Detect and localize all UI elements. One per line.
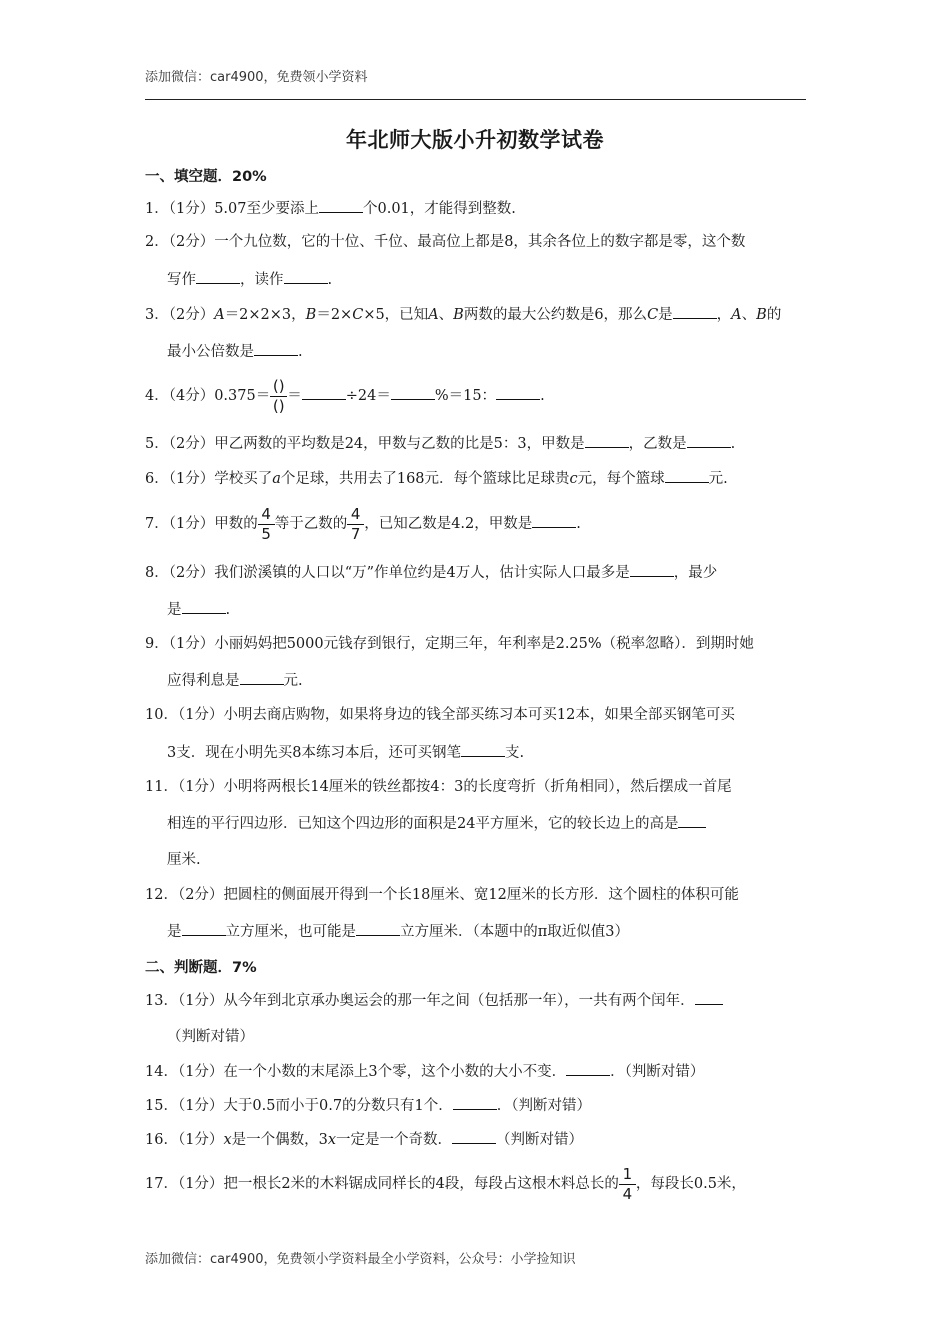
question-13-line-2: （判断对错） — [167, 1029, 254, 1045]
answer-blank — [695, 990, 723, 1005]
question-12-line-2: 是 立方厘米，也可能是 立方厘米．（本题中的π取近似值3） — [167, 921, 629, 942]
question-8: 8．（2分）我们淤溪镇的人口以“万”作单位约是4万人，估计实际人口最多是 ，最少 — [145, 562, 717, 583]
question-13: 13．（1分）从今年到北京承办奥运会的那一年之间（包括那一年），一共有两个闰年． — [145, 990, 723, 1011]
answer-blank — [461, 742, 505, 757]
answer-blank — [356, 921, 400, 936]
fraction: $\frac{1}{4}$ — [620, 1166, 635, 1203]
question-10-line-2: 3支．现在小明先买8本练习本后，还可买钢笔 支. — [167, 742, 524, 763]
fraction: $\frac{4}{7}$ — [348, 506, 363, 543]
question-2: 2．（2分）一个九位数，它的十位、千位、最高位上都是8，其余各位上的数字都是零，这个数 — [145, 234, 746, 250]
answer-blank — [254, 341, 298, 356]
question-6: 6．（1分）学校买了a个足球，共用去了168元．每个篮球比足球贵c元，每个篮球 元. — [145, 468, 728, 489]
answer-blank — [678, 813, 706, 828]
answer-blank — [391, 385, 435, 400]
page-title: 年北师大版小升初数学试卷 — [346, 128, 604, 152]
question-9: 9．（1分）小丽妈妈把5000元钱存到银行，定期三年，年利率是2.25%（税率忽略）．到期时她 — [145, 636, 754, 652]
answer-blank — [665, 468, 709, 483]
question-2-line-2: 写作 ，读作 . — [167, 269, 332, 290]
answer-blank — [319, 198, 363, 213]
question-16: 16．（1分）x是一个偶数，3x一定是一个奇数． （判断对错） — [145, 1129, 583, 1150]
answer-blank — [687, 433, 731, 448]
question-7: 7．（1分）甲数的 $\frac{4}{5}$ 等于乙数的 $\frac{4}{7}$ ，已知乙数是4.2，甲数是 . — [145, 504, 581, 543]
fraction: $\frac{()}{()}$ — [271, 378, 286, 415]
answer-blank — [496, 385, 540, 400]
question-5: 5．（2分）甲乙两数的平均数是24，甲数与乙数的比是5：3，甲数是 ，乙数是 . — [145, 433, 735, 454]
answer-blank — [182, 921, 226, 936]
answer-blank — [630, 562, 674, 577]
answer-blank — [585, 433, 629, 448]
question-14: 14．（1分）在一个小数的末尾添上3个零，这个小数的大小不变． ．（判断对错） — [145, 1061, 704, 1082]
section-fill-heading: 一、填空题．20% — [145, 169, 267, 185]
header-rule — [145, 99, 806, 100]
question-12: 12．（2分）把圆柱的侧面展开得到一个长18厘米、宽12厘米的长方形．这个圆柱的体积可能 — [145, 887, 739, 903]
answer-blank — [302, 385, 346, 400]
question-11: 11．（1分）小明将两根长14厘米的铁丝都按4：3的长度弯折（折角相同），然后摆成一首尾 — [145, 779, 732, 795]
answer-blank — [196, 269, 240, 284]
answer-blank — [452, 1129, 496, 1144]
question-15: 15．（1分）大于0.5而小于0.7的分数只有1个． ．（判断对错） — [145, 1095, 591, 1116]
answer-blank — [182, 599, 226, 614]
question-8-line-2: 是 . — [167, 599, 230, 620]
answer-blank — [566, 1061, 610, 1076]
answer-blank — [240, 670, 284, 685]
question-11-line-2: 相连的平行四边形．已知这个四边形的面积是24平方厘米，它的较长边上的高是 — [167, 813, 706, 834]
answer-blank — [284, 269, 328, 284]
answer-blank — [673, 304, 717, 319]
fraction: $\frac{4}{5}$ — [259, 506, 274, 543]
answer-blank — [532, 513, 576, 528]
section-judge-heading: 二、判断题．7% — [145, 960, 257, 976]
question-17: 17．（1分）把一根长2米的木料锯成同样长的4段，每段占这根木料总长的 $\frac{1}{4}$ ，每段长0.5米， — [145, 1164, 746, 1203]
question-3: 3．（2分）A＝2×2×3，B＝2×C×5，已知A、B两数的最大公约数是6，那么C是 ，A、B的 — [145, 304, 781, 325]
question-9-line-2: 应得利息是 元. — [167, 670, 303, 691]
question-10: 10．（1分）小明去商店购物，如果将身边的钱全部买练习本可买12本，如果全部买钢笔可买 — [145, 707, 735, 723]
page-header: 添加微信：car4900，免费领小学资料 — [145, 70, 368, 85]
question-4: 4．（4分）0.375＝ $\frac{()}{()}$ ＝ ÷24＝ %＝15： . — [145, 376, 545, 415]
page-footer: 添加微信：car4900，免费领小学资料最全小学资料，公众号：小学捡知识 — [145, 1252, 576, 1267]
answer-blank — [453, 1095, 497, 1110]
question-11-line-3: 厘米. — [167, 852, 201, 868]
question-1: 1．（1分）5.07至少要添上 个0.01，才能得到整数. — [145, 198, 516, 219]
question-3-line-2: 最小公倍数是 . — [167, 341, 303, 362]
